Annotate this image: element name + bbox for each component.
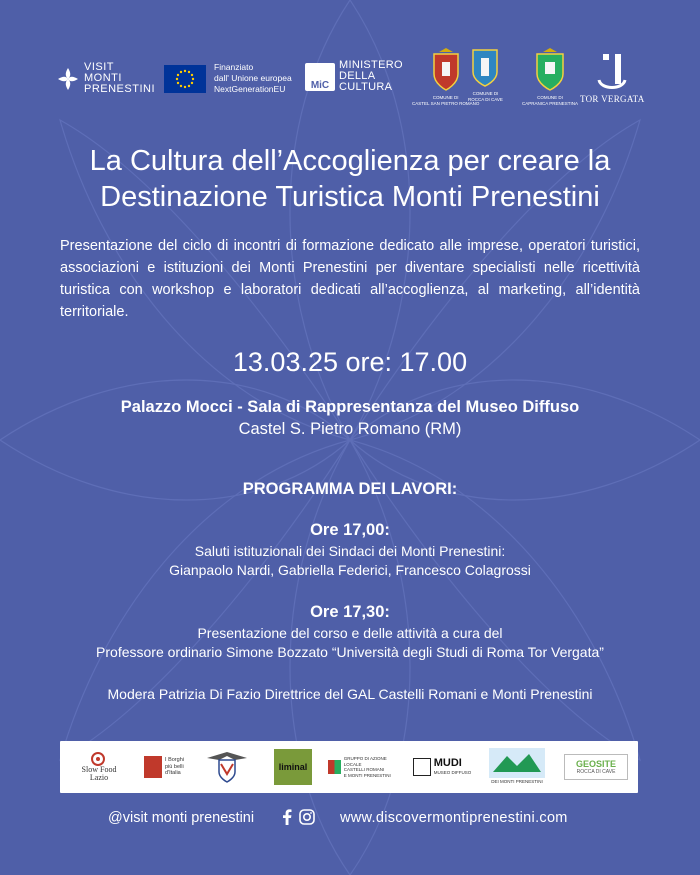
slot-line: Professore ordinario Simone Bozzato “Università degli Studi di Roma Tor Vergata” — [96, 644, 604, 660]
coat-of-arms-icon — [533, 48, 567, 92]
tor-vergata-logo — [580, 52, 645, 104]
visit-logo-line: VISIT — [84, 61, 115, 73]
crest-capranica-prenestina — [522, 48, 578, 106]
page-title: La Cultura dell’Accoglienza per creare la Destinazione Turistica Monti Prenestini — [89, 145, 611, 213]
event-datetime: 13.03.25 ore: 17.00 — [232, 347, 468, 377]
event-city: Castel S. Pietro Romano (RM) — [238, 420, 462, 438]
visit-monti-prenestini-logo — [58, 62, 155, 95]
crest-caption: COMUNE DI CASTEL SAN PIETRO ROMANO — [412, 95, 480, 106]
tor-vergata-icon — [597, 52, 627, 92]
geosite-logo — [562, 741, 630, 793]
snail-icon — [90, 752, 108, 766]
mudi-subtitle: MUSEO DIFFUSO — [433, 769, 472, 775]
gal-line: GRUPPO DI AZIONE LOCALE — [343, 756, 387, 767]
website-link[interactable]: www.discovermontiprenestini.com — [340, 810, 568, 826]
crest-caption: COMUNE DI CAPRANICA PRENESTINA — [522, 95, 579, 106]
borghi-line: I Borghi — [165, 757, 184, 764]
mudi-logo — [412, 741, 472, 793]
cai-logo — [202, 741, 252, 793]
borghi-logo — [136, 741, 192, 793]
borghi-line: d'Italia — [165, 770, 181, 777]
visit-logo-line: PRENESTINI — [84, 83, 156, 95]
program-title: PROGRAMMA DEI LAVORI: — [242, 480, 458, 498]
slow-food-line: Lazio — [89, 773, 109, 782]
castle-icon — [144, 756, 162, 778]
eu-funding-logo — [164, 62, 292, 95]
gal-line: E MONTI PRENESTINI — [343, 772, 391, 778]
eu-text-line: Finanziato — [214, 62, 254, 72]
geosite-title: GEOSITE — [575, 759, 616, 769]
event-venue: Palazzo Mocci - Sala di Rappresentanza del Museo Diffuso — [120, 398, 580, 416]
nature-map-icon — [489, 748, 545, 778]
facebook-icon[interactable] — [281, 809, 293, 825]
mic-icon — [305, 63, 335, 91]
eu-flag-icon — [164, 65, 206, 93]
slot-time: Ore 17,00: — [310, 521, 390, 539]
mudi-title: MUDI — [433, 756, 462, 769]
gal-logo — [328, 741, 400, 793]
eagle-shield-icon — [205, 750, 249, 784]
riserva-logo — [486, 741, 548, 793]
social-icons — [281, 809, 315, 825]
gal-icon — [328, 760, 341, 774]
ministero-line: DELLA — [339, 70, 376, 82]
slow-food-line: Slow Food — [81, 765, 117, 774]
riserva-caption: DEI MONTI PRENESTINI — [491, 779, 543, 784]
ministero-line: CULTURA — [339, 81, 393, 93]
instagram-icon[interactable] — [299, 809, 315, 825]
slot-line: Gianpaolo Nardi, Gabriella Federici, Francesco Colagrossi — [169, 562, 531, 578]
visit-logo-line: MONTI — [84, 72, 122, 84]
eu-text-line: dall' Unione europea — [214, 73, 292, 83]
mic-abbr: MiC — [310, 79, 330, 91]
partner-logos-bar — [60, 741, 638, 793]
social-handle: @visit monti prenestini — [108, 810, 255, 826]
moderator-note: Modera Patrizia Di Fazio Direttrice del GAL Castelli Romani e Monti Prenestini — [107, 686, 593, 702]
eu-text-line: NextGenerationEU — [214, 84, 286, 94]
gal-line: CASTELLI ROMANI — [343, 767, 385, 772]
mudi-icon — [413, 758, 431, 776]
crest-rocca-di-cave — [468, 48, 503, 102]
geosite-subtitle: ROCCA DI CAVE — [576, 769, 616, 775]
slow-food-logo — [68, 741, 130, 793]
slot-line: Saluti istituzionali dei Sindaci dei Monti Prenestini: — [194, 543, 506, 559]
slot-time: Ore 17,30: — [310, 603, 390, 621]
slot-line: Presentazione del corso e delle attività a cura del — [197, 625, 503, 641]
ministero-line: MINISTERO — [339, 59, 403, 71]
liminal-logo — [272, 741, 314, 793]
tor-vergata-text: TOR VERGATA — [580, 94, 645, 104]
flower-icon — [58, 68, 78, 90]
intro-paragraph: Presentazione del ciclo di incontri di formazione dedicato alle imprese, operatori turistici, associazioni e istituzioni dei Monti Prenestini per diventare specialisti nelle ricettività turistica con workshop e laboratori dedicati all’accoglienza, al marketing, all’identità territoriale. — [60, 238, 640, 320]
crest-caption: COMUNE DI ROCCA DI CAVE — [468, 91, 503, 102]
coat-of-arms-icon — [470, 48, 500, 88]
header-logos — [0, 48, 700, 118]
ministero-cultura-logo — [305, 60, 403, 93]
footer — [0, 808, 700, 832]
borghi-line: più belli — [165, 763, 184, 770]
coat-of-arms-icon — [431, 48, 461, 92]
liminal-badge: liminal — [274, 749, 312, 785]
